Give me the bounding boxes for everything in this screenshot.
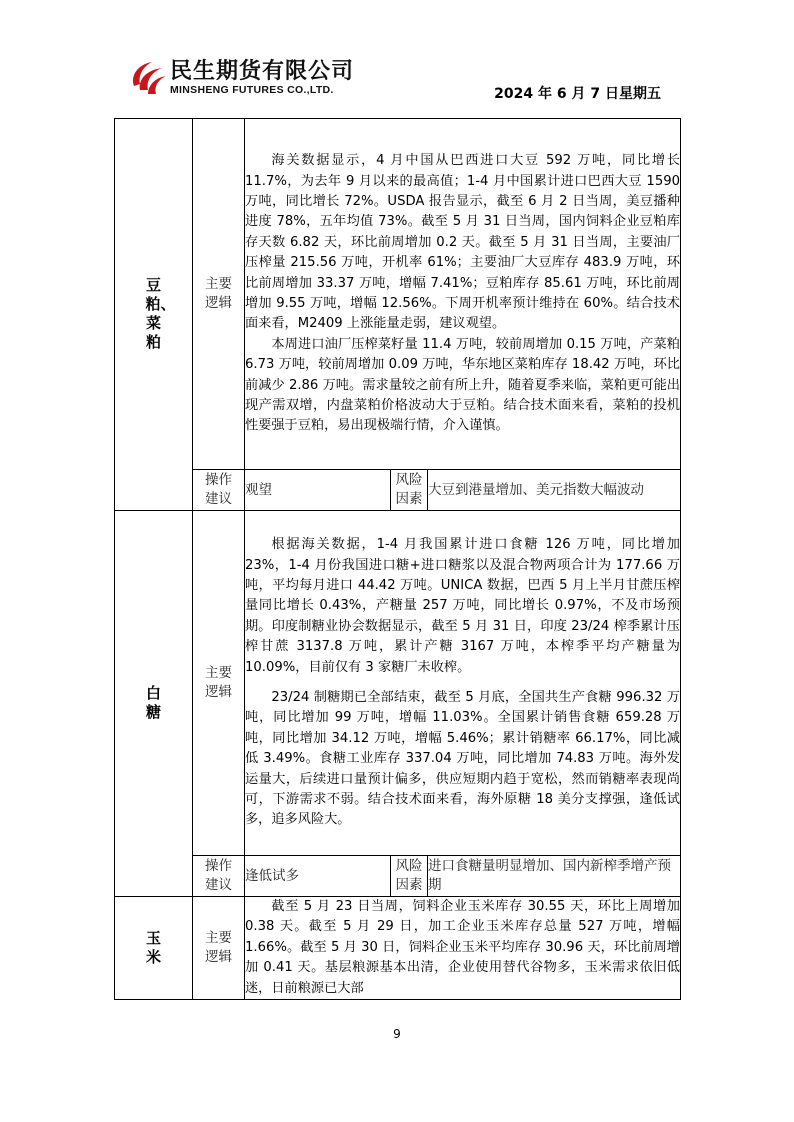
section-row-soymeal-advice	[115, 470, 681, 511]
operation-label: 操作建议	[193, 856, 245, 897]
report-date: 2024 年 6 月 7 日星期五	[494, 86, 661, 102]
paragraph: 根据海关数据，1-4 月我国累计进口食糖 126 万吨，同比增加 23%，1-4 月份我国进口糖+进口糖浆以及混合物两项合计为 177.66 万吨，平均每月进口 44.42 万吨。UNICA 数据，巴西 5 月上半月甘蔗压榨量同比增长 0.43%，产糖量 257 万吨，同比增长 0.97%，不及市场预期。印度制糖业协会数据显示，截至 5 月 31 日，印度 23/24 榨季累计压榨甘蔗 3137.8 万吨，累计产糖 3167 万吨，本榨季平均产糖量为 10.09%，目前仅有 3 家糖厂未收榨。	[245, 537, 680, 675]
category-sugar: 白糖	[115, 511, 193, 897]
operation-label: 操作建议	[193, 470, 245, 511]
section-row-corn-logic	[115, 897, 681, 1000]
operation-value: 逢低试多	[245, 856, 391, 897]
risk-label: 风险因素	[391, 470, 428, 511]
category-soymeal-rapemeal: 豆粕、菜粕	[115, 119, 193, 511]
main-logic-label: 主要逻辑	[193, 897, 245, 1000]
minsheng-logo-icon	[128, 56, 168, 98]
main-logic-label: 主要逻辑	[193, 119, 245, 470]
paragraph: 23/24 制糖期已全部结束，截至 5 月底，全国共生产食糖 996.32 万吨，同比增加 99 万吨，增幅 11.03%。全国累计销售食糖 659.28 万吨，同比增加 34.12 万吨，增幅 5.46%；累计销糖率 66.17%，同比减低 3.49%。食糖工业库存 337.04 万吨，同比增加 74.83 万吨。海外发运量大，后续进口量预计偏多，供应短期内趋于宽松，然而销糖率表现尚可，下游需求不弱。结合技术面来看，海外原糖 18 美分支撑强，逢低试多，追多风险大。	[245, 690, 680, 828]
risk-label: 风险因素	[391, 856, 428, 897]
commodity-analysis-table	[114, 118, 681, 1000]
paragraph: 截至 5 月 23 日当周，饲料企业玉米库存 30.55 天，环比上周增加 0.38 天。截至 5 月 29 日，加工企业玉米库存总量 527 万吨，增幅 1.66%。截至 5 月 30 日，饲料企业玉米平均库存 30.96 天，环比前周增加 0.41 天。基层粮源基本出清，企业使用替代谷物多，玉米需求依旧低迷，日前粮源已大部	[245, 899, 680, 996]
main-logic-label: 主要逻辑	[193, 511, 245, 856]
main-logic-text	[245, 119, 681, 470]
risk-value: 进口食糖量明显增加、国内新榨季增产预期	[428, 856, 681, 897]
main-logic-text	[245, 897, 681, 1000]
category-corn: 玉米	[115, 897, 193, 1000]
company-name-cn: 民生期货有限公司	[170, 59, 355, 84]
operation-value: 观望	[245, 470, 391, 511]
paragraph: 海关数据显示，4 月中国从巴西进口大豆 592 万吨，同比增长 11.7%，为去年 9 月以来的最高值；1-4 月中国累计进口巴西大豆 1590 万吨，同比增长 72%。USDA 报告显示，截至 6 月 2 日当周，美豆播种进度 78%，五年均值 73%。截至 5 月 31 日当周，国内饲料企业豆粕库存天数 6.82 天，环比前周增加 0.2 天。截至 5 月 31 日当周，主要油厂压榨量 215.56 万吨，开机率 61%；主要油厂大豆库存 483.9 万吨，环比前周增加 33.37 万吨，增幅 7.41%；豆粕库存 85.61 万吨，环比前周增加 9.55 万吨，增幅 12.56%。下周开机率预计维持在 60%。结合技术面来看，M2409 上涨能量走弱，建议观望。	[245, 153, 680, 332]
paragraph: 本周进口油厂压榨菜籽量 11.4 万吨，较前周增加 0.15 万吨，产菜粕 6.73 万吨，较前周增加 0.09 万吨，华东地区菜粕库存 18.42 万吨，环比前减少 2.86 万吨。需求量较之前有所上升，随着夏季来临，菜粕更可能出现产需双增，内盘菜粕价格波动大于豆粕。结合技术面来看，菜粕的投机性要强于豆粕，易出现极端行情，介入谨慎。	[245, 336, 680, 434]
section-row-sugar-logic	[115, 511, 681, 856]
page-header	[0, 0, 794, 118]
page-number: 9	[393, 1027, 401, 1041]
section-row-soymeal-logic	[115, 119, 681, 470]
company-name-en: MINSHENG FUTURES CO.,LTD.	[170, 84, 334, 96]
section-row-sugar-advice	[115, 856, 681, 897]
risk-value: 大豆到港量增加、美元指数大幅波动	[428, 470, 681, 511]
main-logic-text	[245, 511, 681, 856]
